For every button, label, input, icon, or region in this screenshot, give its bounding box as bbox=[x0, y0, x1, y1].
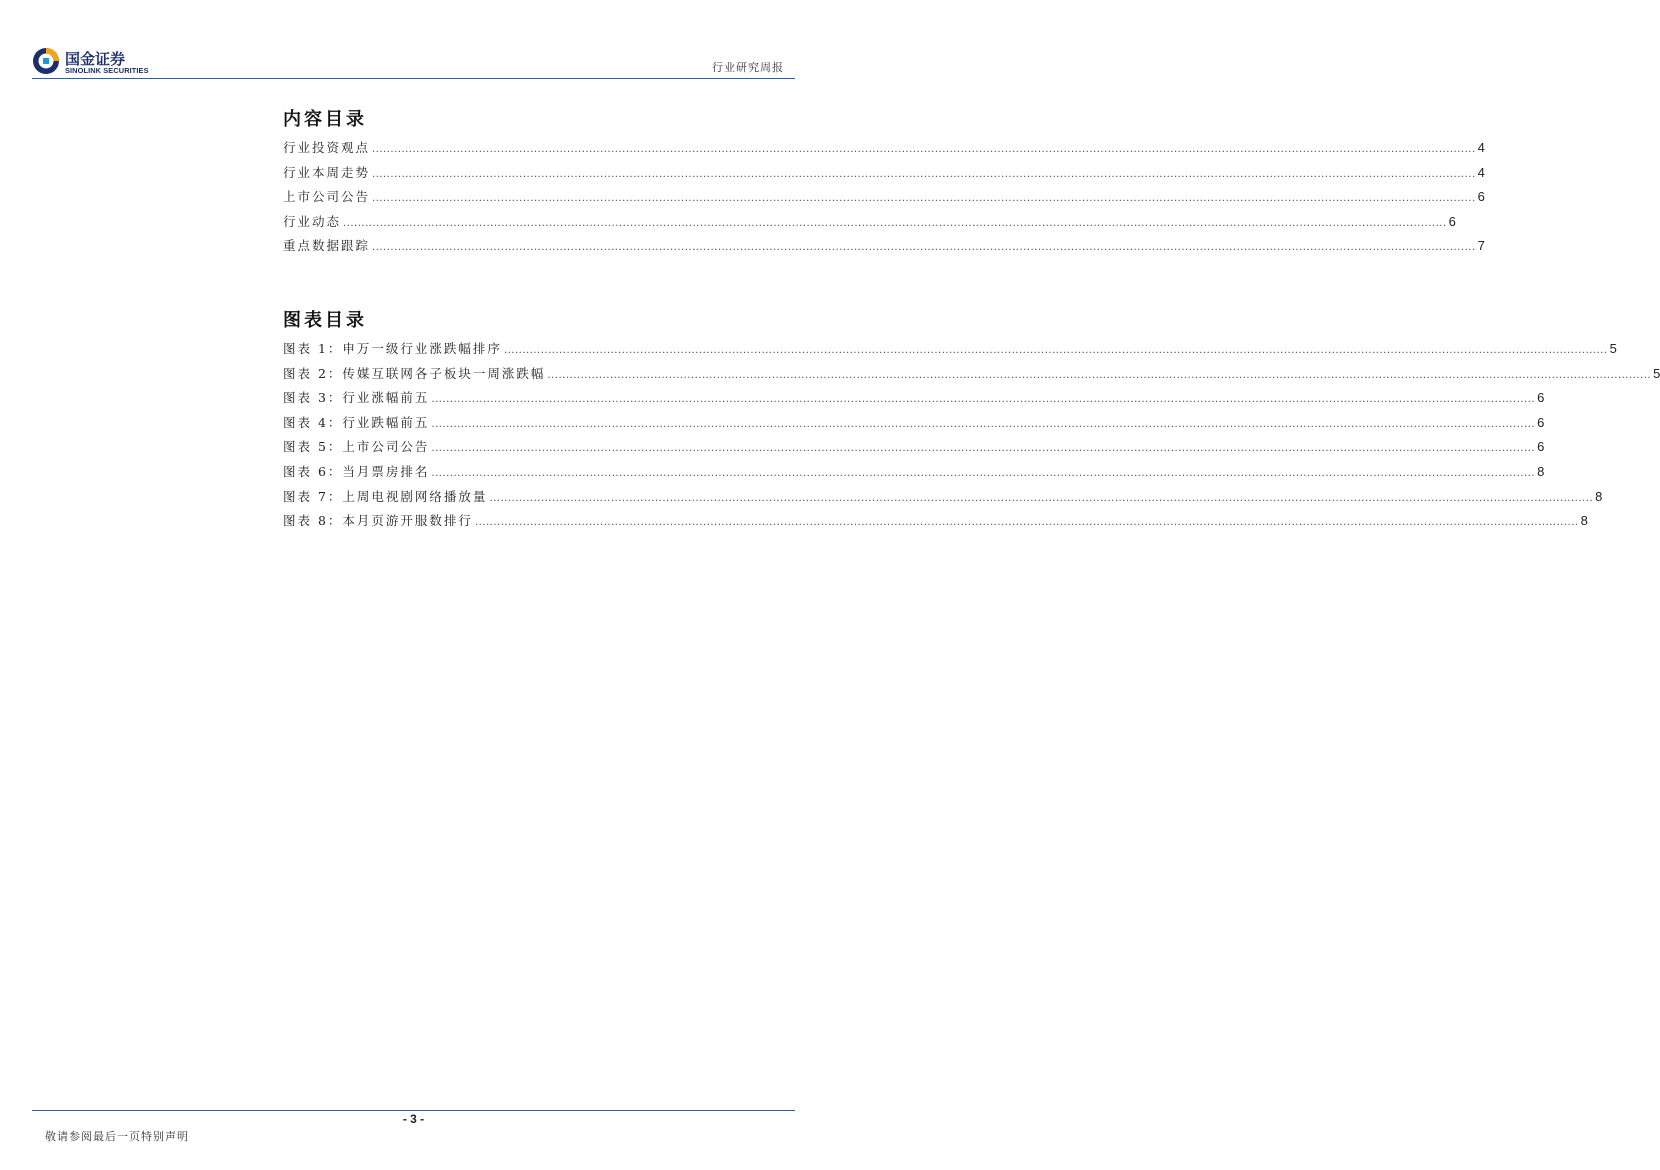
toc-entry-label[interactable]: 图表 7：上周电视剧网络播放量 bbox=[283, 488, 488, 504]
toc-leader-dots: ............................................................................................................................................................................................................................................................................................................ bbox=[474, 517, 1579, 529]
toc-entry-label[interactable]: 图表 8：本月页游开服数排行 bbox=[283, 513, 473, 529]
toc-leader-dots: ............................................................................................................................................................................................................................................................................................................ bbox=[489, 492, 1594, 504]
toc-entry-page[interactable]: 4 bbox=[1477, 164, 1485, 180]
contents-title: 内容目录 bbox=[283, 109, 367, 130]
toc-entry[interactable] bbox=[283, 460, 1545, 485]
toc-leader-dots: ............................................................................................................................................................................................................................................................................................................ bbox=[372, 168, 1476, 180]
toc-leader-dots: ............................................................................................................................................................................................................................................................................................................ bbox=[431, 394, 1536, 406]
contents-toc bbox=[283, 106, 1485, 259]
toc-entry[interactable] bbox=[283, 234, 1485, 259]
header-divider bbox=[32, 78, 795, 79]
toc-entry-label[interactable]: 行业投资观点 bbox=[283, 140, 371, 155]
toc-entry-page[interactable]: 5 bbox=[1609, 341, 1617, 356]
toc-entry[interactable] bbox=[283, 362, 1660, 387]
toc-entry-page[interactable]: 8 bbox=[1580, 513, 1588, 529]
contents-list bbox=[283, 136, 1485, 259]
toc-entry-label[interactable]: 图表 5：上市公司公告 bbox=[283, 439, 430, 455]
toc-leader-dots: ............................................................................................................................................................................................................................................................................................................ bbox=[431, 467, 1536, 479]
toc-leader-dots: ............................................................................................................................................................................................................................................................................................................ bbox=[431, 443, 1536, 455]
page-number: - 3 - bbox=[402, 1112, 425, 1126]
toc-entry[interactable] bbox=[283, 210, 1456, 235]
toc-entry-page[interactable]: 8 bbox=[1595, 488, 1603, 504]
toc-leader-dots: ............................................................................................................................................................................................................................................................................................................ bbox=[547, 369, 1652, 381]
footer-divider bbox=[32, 1110, 795, 1111]
toc-entry[interactable] bbox=[283, 161, 1485, 186]
toc-leader-dots: ............................................................................................................................................................................................................................................................................................................ bbox=[431, 418, 1536, 430]
toc-leader-dots: ............................................................................................................................................................................................................................................................................................................ bbox=[372, 144, 1476, 155]
toc-entry[interactable] bbox=[283, 185, 1485, 210]
toc-entry-label[interactable]: 重点数据跟踪 bbox=[283, 238, 371, 254]
toc-leader-dots: ............................................................................................................................................................................................................................................................................................................ bbox=[343, 217, 1447, 229]
company-logo bbox=[32, 47, 162, 79]
toc-entry-page[interactable]: 4 bbox=[1477, 140, 1485, 155]
toc-entry-label[interactable]: 图表 1：申万一级行业涨跌幅排序 bbox=[283, 341, 502, 356]
toc-entry[interactable] bbox=[283, 509, 1588, 534]
toc-entry-page[interactable]: 6 bbox=[1537, 439, 1545, 455]
figures-title: 图表目录 bbox=[283, 310, 367, 331]
disclaimer-text: 敬请参阅最后一页特别声明 bbox=[45, 1130, 189, 1143]
toc-entry-label[interactable]: 上市公司公告 bbox=[283, 189, 371, 205]
toc-entry-page[interactable]: 6 bbox=[1537, 390, 1545, 406]
toc-entry-page[interactable]: 5 bbox=[1653, 365, 1660, 381]
toc-entry[interactable] bbox=[283, 386, 1545, 411]
toc-entry-page[interactable]: 8 bbox=[1537, 463, 1545, 479]
figures-toc bbox=[283, 307, 1660, 534]
toc-leader-dots: ............................................................................................................................................................................................................................................................................................................ bbox=[503, 345, 1608, 356]
toc-entry-label[interactable]: 图表 6：当月票房排名 bbox=[283, 463, 430, 479]
toc-entry-label[interactable]: 图表 3：行业涨幅前五 bbox=[283, 390, 430, 406]
toc-entry-label[interactable]: 图表 4：行业跌幅前五 bbox=[283, 414, 430, 430]
toc-entry-label[interactable]: 图表 2：传媒互联网各子板块一周涨跌幅 bbox=[283, 365, 546, 381]
toc-entry[interactable] bbox=[283, 435, 1545, 460]
logo-english-name: SINOLINK SECURITIES bbox=[65, 66, 149, 75]
report-type-label: 行业研究周报 bbox=[712, 61, 784, 74]
company-logo-icon bbox=[32, 47, 60, 75]
toc-leader-dots: ............................................................................................................................................................................................................................................................................................................ bbox=[372, 193, 1476, 205]
toc-entry[interactable] bbox=[283, 411, 1545, 436]
toc-entry-label[interactable]: 行业本周走势 bbox=[283, 164, 371, 180]
toc-entry-page[interactable]: 6 bbox=[1477, 189, 1485, 205]
toc-entry[interactable] bbox=[283, 136, 1485, 161]
logo-chinese-name: 国金证券 bbox=[65, 50, 126, 68]
toc-entry[interactable] bbox=[283, 485, 1603, 510]
toc-leader-dots: ............................................................................................................................................................................................................................................................................................................ bbox=[372, 242, 1476, 254]
toc-entry-page[interactable]: 7 bbox=[1477, 238, 1485, 254]
toc-entry-page[interactable]: 6 bbox=[1448, 213, 1456, 229]
toc-entry[interactable] bbox=[283, 337, 1617, 362]
figures-list bbox=[283, 337, 1660, 534]
toc-entry-label[interactable]: 行业动态 bbox=[283, 213, 342, 229]
toc-entry-page[interactable]: 6 bbox=[1537, 414, 1545, 430]
